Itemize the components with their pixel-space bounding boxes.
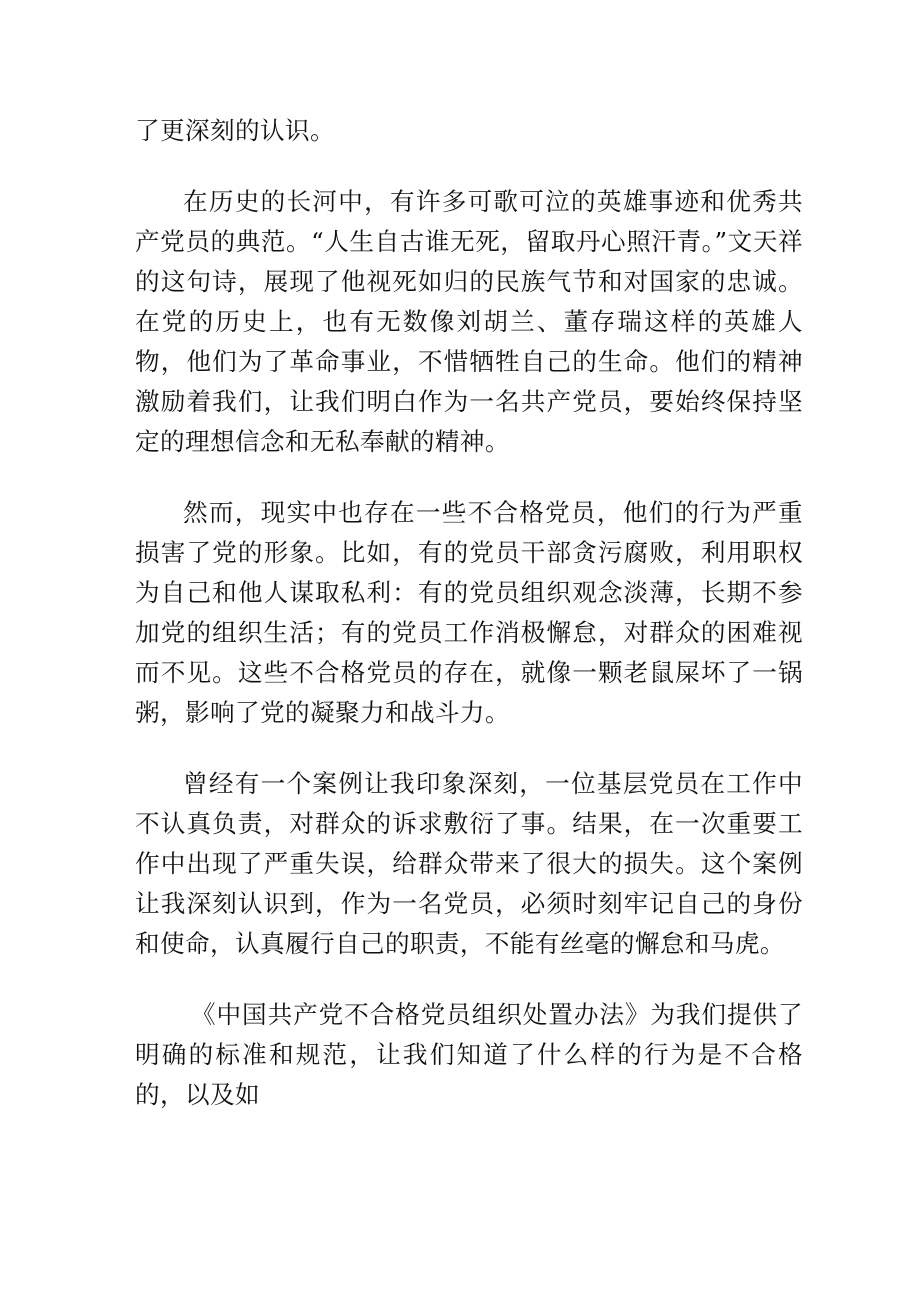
paragraph-2: 在历史的长河中，有许多可歌可泣的英雄事迹和优秀共产党员的典范。“人生自古谁无死，留取丹心照汗青。”文天祥的这句诗，展现了他视死如归的民族气节和对国家的忠诚。在党的历史上，也有无数像刘胡兰、董存瑞这样的英雄人物，他们为了革命事业，不惜牺牲自己的生命。他们的精神激励着我们，让我们明白作为一名共产党员，要始终保持坚定的理想信念和无私奉献的精神。 <box>135 187 803 456</box>
paragraph-gap <box>135 964 803 995</box>
paragraph-4: 曾经有一个案例让我印象深刻，一位基层党员在工作中不认真负责，对群众的诉求敷衍了事。结果，在一次重要工作中出现了严重失误，给群众带来了很大的损失。这个案例让我深刻认识到，作为一名党员，必须时刻牢记自己的身份和使命，认真履行自己的职责，不能有丝毫的懈怠和马虎。 <box>135 769 803 958</box>
document-body <box>135 111 803 1115</box>
paragraph-gap <box>135 462 803 493</box>
paragraph-3: 然而，现实中也存在一些不合格党员，他们的行为严重损害了党的形象。比如，有的党员干部贪污腐败，利用职权为自己和他人谋取私利：有的党员组织观念淡薄，长期不参加党的组织生活；有的党员工作消极懈怠，对群众的困难视而不见。这些不合格党员的存在，就像一颗老鼠屎坏了一锅粥，影响了党的凝聚力和战斗力。 <box>135 498 803 727</box>
paragraph-5: 《中国共产党不合格党员组织处置办法》为我们提供了明确的标准和规范，让我们知道了什么样的行为是不合格的，以及如 <box>135 1000 803 1109</box>
paragraph-gap <box>135 151 803 182</box>
paragraph-gap <box>135 733 803 764</box>
paragraph-1: 了更深刻的认识。 <box>135 116 335 145</box>
